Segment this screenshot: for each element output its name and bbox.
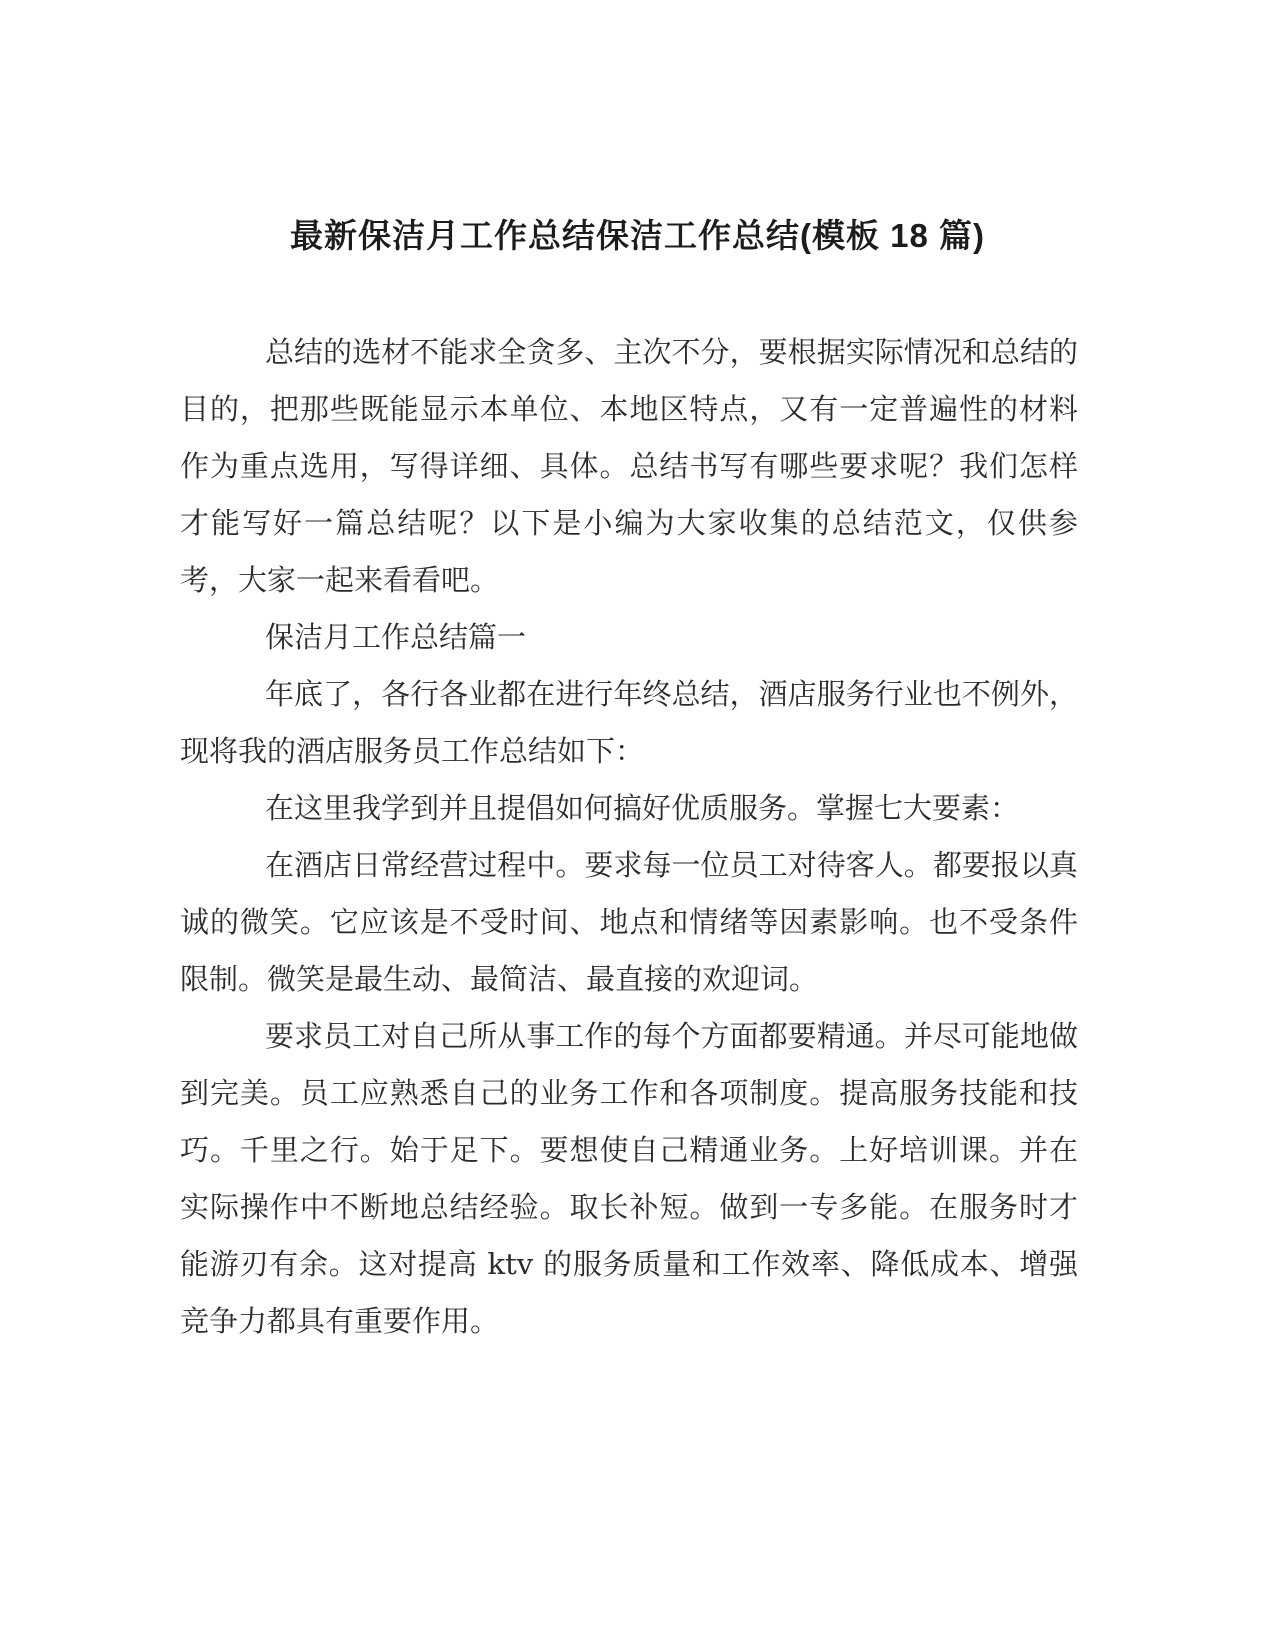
document-title: 最新保洁月工作总结保洁工作总结(模板 18 篇) [289, 217, 986, 254]
paragraph-opening: 年底了，各行各业都在进行年终总结，酒店服务行业也不例外，现将我的酒店服务员工作总结如下： [180, 677, 1078, 768]
paragraph-seven-elements: 在这里我学到并且提倡如何搞好优质服务。掌握七大要素： [265, 791, 1020, 825]
paragraph-section-heading: 保洁月工作总结篇一 [265, 620, 527, 654]
paragraph-proficiency: 要求员工对自己所从事工作的每个方面都要精通。并尽可能地做到完美。员工应熟悉自己的业务工作和各项制度。提高服务技能和技巧。千里之行。始于足下。要想使自己精通业务。上好培训课。并在实际操作中不断地总结经验。取长补短。做到一专多能。在服务时才能游刃有余。这对提高 ktv 的服务质量和工作效率、降低成本、增强竞争力都具有重要作用。 [180, 1019, 1078, 1338]
paragraph-intro: 总结的选材不能求全贪多、主次不分，要根据实际情况和总结的目的，把那些既能显示本单位、本地区特点，又有一定普遍性的材料作为重点选用，写得详细、具体。总结书写有哪些要求呢？我们怎样才能写好一篇总结呢？以下是小编为大家收集的总结范文，仅供参考，大家一起来看看吧。 [180, 335, 1078, 597]
paragraph-smile: 在酒店日常经营过程中。要求每一位员工对待客人。都要报以真诚的微笑。它应该是不受时间、地点和情绪等因素影响。也不受条件限制。微笑是最生动、最简洁、最直接的欢迎词。 [180, 848, 1078, 996]
document-body [180, 324, 1078, 1350]
